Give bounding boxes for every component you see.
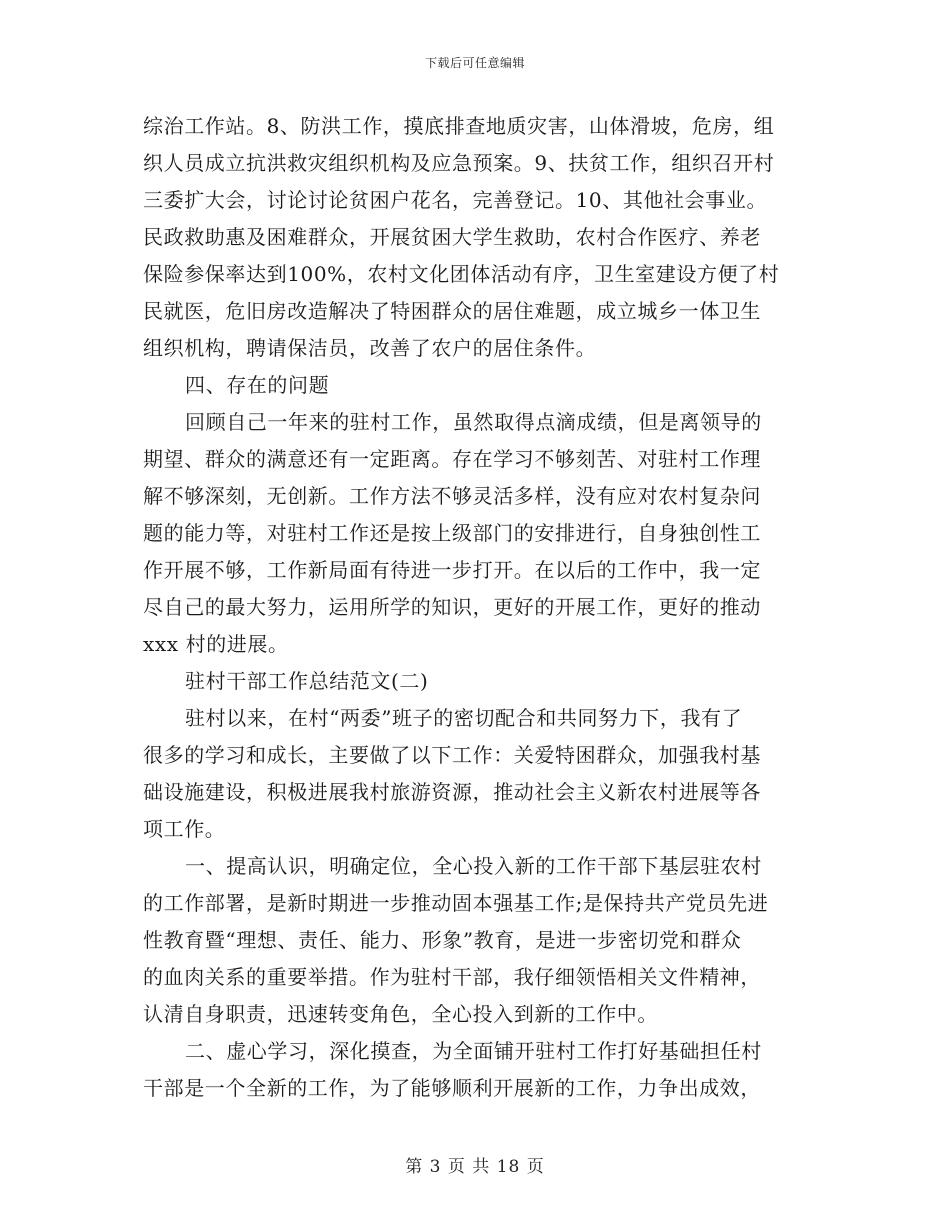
text-line: 很多的学习和成长，主要做了以下工作：关爱特困群众，加强我村基 xyxy=(143,743,761,767)
text-line: 回顾自己一年来的驻村工作，虽然取得点滴成绩，但是离领导的 xyxy=(185,410,762,434)
text-line: 期望、群众的满意还有一定距离。存在学习不够刻苦、对驻村工作理 xyxy=(143,447,761,471)
text-line: 性教育暨“理想、责任、能力、形象”教育，是进一步密切党和群众 xyxy=(143,928,742,952)
text-line: 驻村干部工作总结范文(二) xyxy=(185,669,429,693)
text-line: xxx 村的进展。 xyxy=(143,632,289,656)
text-line: 民政救助惠及困难群众，开展贫困大学生救助，农村合作医疗、养老 xyxy=(143,225,761,249)
text-line: 组织机构，聘请保洁员，改善了农户的居住条件。 xyxy=(143,336,597,360)
text-line: 民就医，危旧房改造解决了特困群众的居住难题，成立城乡一体卫生 xyxy=(143,299,761,323)
page-footer: 第 3 页 共 18 页 xyxy=(405,1157,545,1177)
page-header: 下载后可任意编辑 xyxy=(424,56,525,70)
text-line: 解不够深刻，无创新。工作方法不够灵活多样，没有应对农村复杂问 xyxy=(143,484,761,508)
text-line: 的血肉关系的重要举措。作为驻村干部，我仔细领悟相关文件精神， xyxy=(143,965,761,989)
text-line: 二、虚心学习，深化摸查，为全面铺开驻村工作打好基础担任村 xyxy=(185,1039,762,1063)
text-line: 综治工作站。8、防洪工作，摸底排查地质灾害，山体滑坡，危房，组 xyxy=(143,114,775,138)
document-body xyxy=(143,108,807,1107)
text-line: 作开展不够，工作新局面有待进一步打开。在以后的工作中，我一定 xyxy=(143,558,761,582)
text-line: 认清自身职责，迅速转变角色，全心投入到新的工作中。 xyxy=(143,1002,658,1026)
text-line: 干部是一个全新的工作，为了能够顺利开展新的工作，力争出成效， xyxy=(143,1076,761,1100)
text-line: 三委扩大会，讨论讨论贫困户花名，完善登记。10、其他社会事业。 xyxy=(143,188,768,212)
text-line: 一、提高认识，明确定位，全心投入新的工作干部下基层驻农村 xyxy=(185,854,762,878)
text-line: 织人员成立抗洪救灾组织机构及应急预案。9、扶贫工作，组织召开村 xyxy=(143,151,775,175)
text-line: 保险参保率达到100%，农村文化团体活动有序，卫生室建设方便了村 xyxy=(143,262,780,286)
text-line: 驻村以来，在村“两委”班子的密切配合和共同努力下，我有了 xyxy=(185,706,743,730)
text-line: 的工作部署，是新时期进一步推动固本强基工作;是保持共产党员先进 xyxy=(143,891,769,915)
text-line: 题的能力等，对驻村工作还是按上级部门的安排进行，自身独创性工 xyxy=(143,521,761,545)
text-line: 础设施建设，积极进展我村旅游资源，推动社会主义新农村进展等各 xyxy=(143,780,761,804)
text-line: 四、存在的问题 xyxy=(185,373,330,397)
text-line: 项工作。 xyxy=(143,817,226,841)
text-line: 尽自己的最大努力，运用所学的知识，更好的开展工作，更好的推动 xyxy=(143,595,761,619)
